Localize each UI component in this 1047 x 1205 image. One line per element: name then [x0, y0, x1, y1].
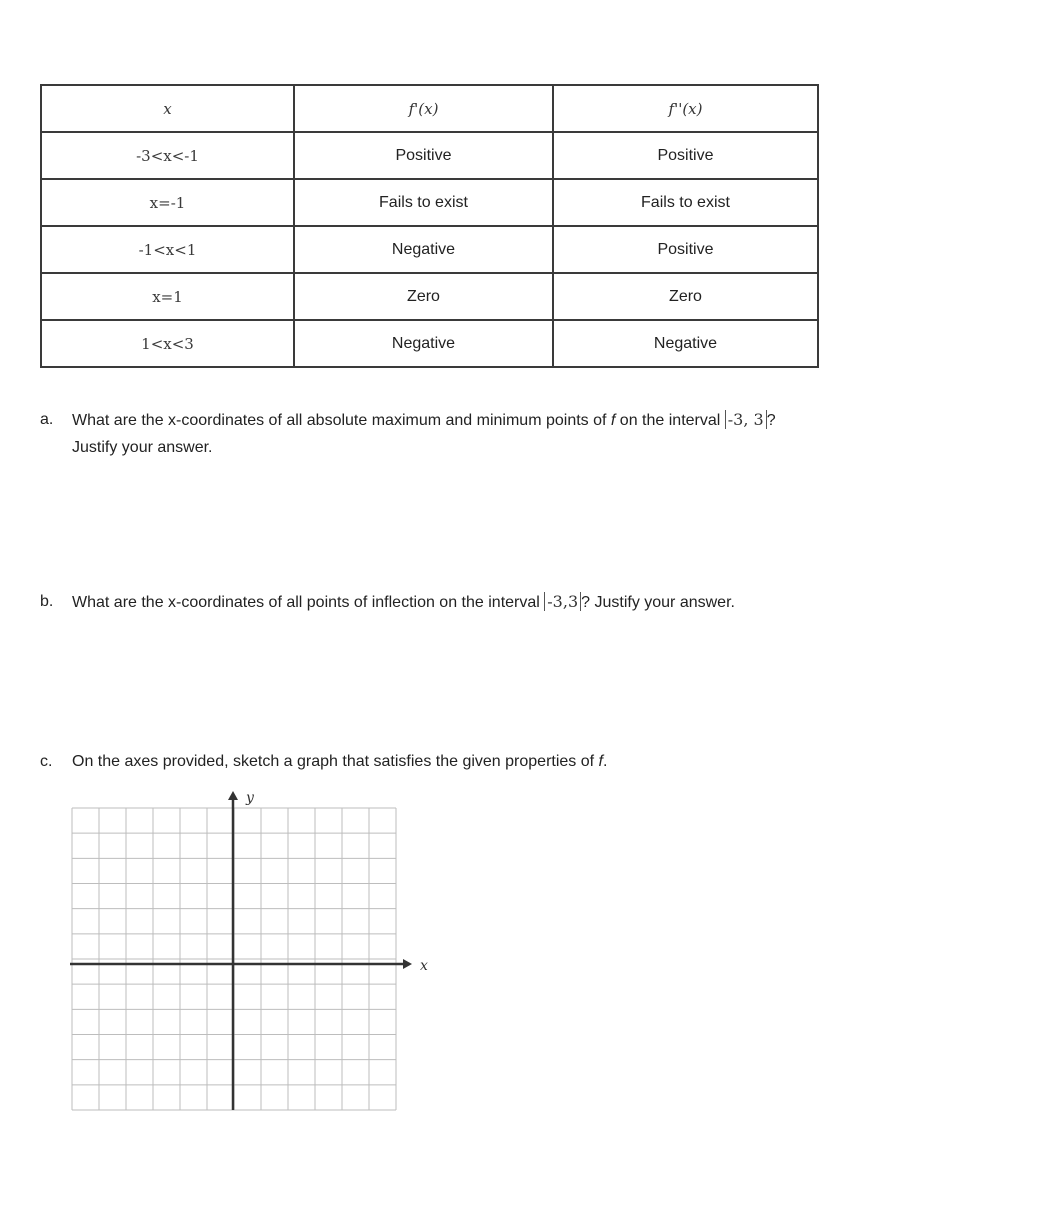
row-f-double-prime: Negative — [553, 320, 818, 367]
row-interval: x=1 — [41, 273, 294, 320]
row-f-double-prime: Fails to exist — [553, 179, 818, 226]
question-b-text: What are the x-coordinates of all points of inflection on the interval -3,3 ? Justify your answer. — [72, 592, 735, 611]
row-interval: x=-1 — [41, 179, 294, 226]
header-x: x — [41, 85, 294, 132]
question-b-letter: b. — [40, 593, 54, 610]
table-row — [41, 226, 818, 273]
x-axis-arrow-icon — [403, 959, 412, 969]
header-f-prime: f'(x) — [294, 85, 553, 132]
question-a-letter: a. — [40, 411, 54, 428]
question-c-text: On the axes provided, sketch a graph that satisfies the given properties of f. — [72, 753, 608, 770]
x-axis-label: x — [420, 958, 428, 974]
row-interval: -1<x<1 — [41, 226, 294, 273]
question-b — [40, 588, 820, 616]
row-f-prime: Negative — [294, 226, 553, 273]
row-f-prime: Negative — [294, 320, 553, 367]
question-a — [40, 406, 820, 461]
question-c — [40, 748, 820, 775]
coordinate-grid[interactable] — [60, 786, 460, 1116]
interval-b: -3,3 — [544, 592, 581, 611]
table-header-row — [41, 85, 818, 132]
row-f-prime: Zero — [294, 273, 553, 320]
row-interval: -3<x<-1 — [41, 132, 294, 179]
table-row — [41, 179, 818, 226]
row-interval: 1<x<3 — [41, 320, 294, 367]
y-axis-label: y — [246, 790, 254, 806]
header-f-double-prime: f''(x) — [553, 85, 818, 132]
interval-a: -3, 3 — [725, 410, 767, 429]
y-axis-arrow-icon — [228, 791, 238, 800]
table-row — [41, 273, 818, 320]
question-a-text: What are the x-coordinates of all absolute maximum and minimum points of f on the interval -3, 3 ? Justify your answer. — [72, 410, 776, 456]
row-f-prime: Fails to exist — [294, 179, 553, 226]
table-row — [41, 132, 818, 179]
row-f-double-prime: Positive — [553, 132, 818, 179]
row-f-double-prime: Zero — [553, 273, 818, 320]
row-f-prime: Positive — [294, 132, 553, 179]
sign-chart-table — [40, 84, 819, 368]
table-row — [41, 320, 818, 367]
question-c-letter: c. — [40, 753, 53, 770]
row-f-double-prime: Positive — [553, 226, 818, 273]
